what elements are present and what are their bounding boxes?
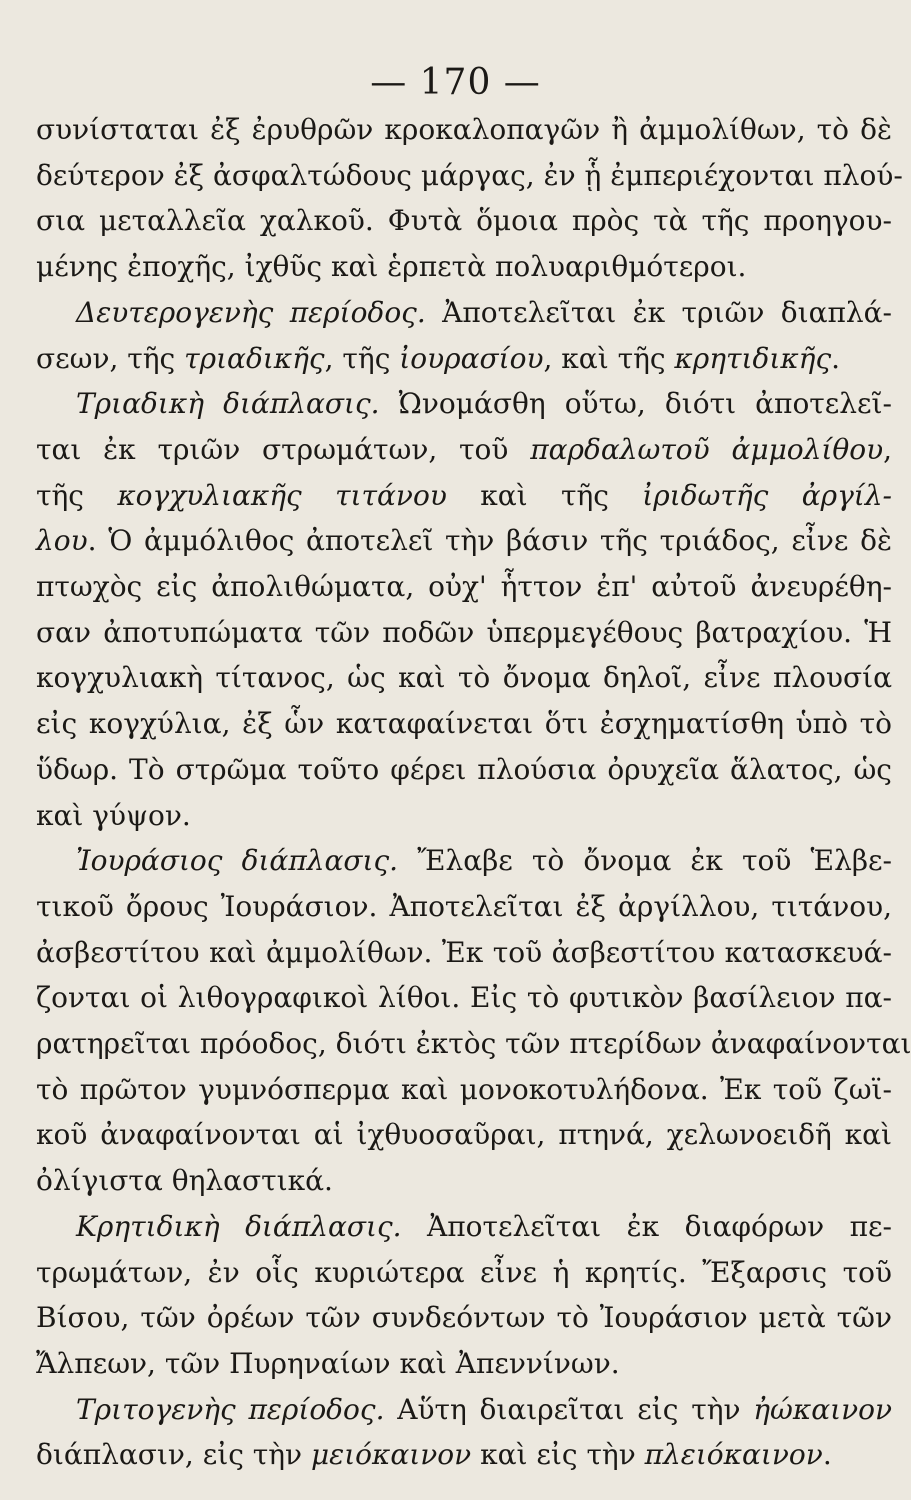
text-run: τικοῦ ὄρους Ἰουράσιον. Ἀποτελεῖται ἐξ ἀργίλλου, τιτάνου, <box>36 889 892 923</box>
text-line <box>36 108 892 152</box>
text-run: . <box>831 341 841 375</box>
text-line <box>36 565 892 609</box>
text-run: Ἀποτελεῖται ἐκ διαφόρων πε- <box>401 1209 892 1243</box>
text-line <box>36 1433 892 1477</box>
text-line <box>36 245 892 289</box>
text-run: , καὶ τῆς <box>543 341 675 375</box>
text-run: Βίσου, τῶν ὀρέων τῶν συνδεόντων τὸ Ἰουράσιον μετὰ τῶν <box>36 1301 892 1335</box>
text-run: καὶ εἰς τὴν <box>471 1438 645 1472</box>
text-run: διάπλασιν, εἰς τὴν <box>36 1438 311 1472</box>
italic-term: κρητιδικῆς <box>674 341 832 375</box>
text-line <box>36 1251 892 1295</box>
text-run: ται ἐκ τριῶν στρωμάτων, τοῦ <box>36 432 531 466</box>
text-line <box>36 1388 892 1432</box>
text-line <box>36 656 892 700</box>
text-line <box>36 1205 892 1249</box>
text-run: ὕδωρ. Τὸ στρῶμα τοῦτο φέρει πλούσια ὀρυχεῖα ἅλατος, ὡς <box>36 752 892 786</box>
text-run: μένης ἐποχῆς, ἰχθῦς καὶ ἑρπετὰ πολυαριθμότεροι. <box>36 250 747 284</box>
text-run: Ἔλαβε τὸ ὄνομα ἐκ τοῦ Ἑλβε- <box>398 844 892 878</box>
text-run: καὶ γύψον. <box>36 798 191 832</box>
text-line <box>36 1022 911 1066</box>
italic-term: Κρητιδικὴ διάπλασις. <box>76 1209 402 1243</box>
italic-term: Τριαδικὴ διάπλασις. <box>76 387 380 421</box>
text-run: τρωμάτων, ἐν οἷς κυριώτερα εἶνε ἡ κρητίς. Ἔξαρσις τοῦ <box>36 1255 892 1289</box>
text-line <box>36 748 892 792</box>
text-line <box>36 1342 892 1386</box>
text-line <box>36 702 892 746</box>
text-line <box>36 839 892 883</box>
text-run: πτωχὸς εἰς ἀπολιθώματα, οὐχ' ἧττον ἐπ' αὐτοῦ ἀνευρέθη- <box>36 570 892 603</box>
text-line <box>36 976 892 1020</box>
text-line <box>36 1113 892 1157</box>
text-run: εἰς κογχύλια, ἐξ ὧν καταφαίνεται ὅτι ἐσχηματίσθη ὑπὸ τὸ <box>36 707 892 741</box>
text-line <box>36 382 892 426</box>
text-run: σεων, τῆς <box>36 341 185 375</box>
text-line <box>36 428 892 472</box>
italic-term: πλειόκαινον <box>644 1438 823 1472</box>
text-run: ρατηρεῖται πρόοδος, διότι ἐκτὸς τῶν πτερίδων ἀναφαίνονται <box>36 1027 911 1060</box>
text-run: . <box>822 1438 832 1472</box>
text-line <box>36 1159 892 1203</box>
text-line <box>36 1068 892 1112</box>
text-line <box>36 337 892 381</box>
text-run: Ἄλπεων, τῶν Πυρηναίων καὶ Ἀπεννίνων. <box>36 1346 620 1380</box>
text-line <box>36 291 892 335</box>
text-line <box>36 794 892 838</box>
text-run: δεύτερον ἐξ ἀσφαλτώδους μάργας, ἐν ᾗ ἐμπεριέχονται πλού- <box>36 158 903 192</box>
text-line <box>36 474 892 518</box>
italic-term: ἰριδωτῆς ἀργίλ- <box>642 478 892 512</box>
text-line <box>36 519 892 563</box>
text-line <box>36 1296 892 1340</box>
italic-term: μειόκαινον <box>310 1438 472 1472</box>
text-run: σαν ἀποτυπώματα τῶν ποδῶν ὑπερμεγέθους βατραχίου. Ἡ <box>36 615 892 649</box>
text-run: σια μεταλλεῖα χαλκοῦ. Φυτὰ ὅμοια πρὸς τὰ τῆς προηγου- <box>36 204 892 238</box>
text-run: τῆς <box>36 478 118 512</box>
text-run: ἀσβεστίτου καὶ ἀμμολίθων. Ἐκ τοῦ ἀσβεστίτου κατασκευά- <box>36 935 892 969</box>
text-run: Ὠνομάσθη οὕτω, διότι ἀποτελεῖ- <box>379 387 892 421</box>
text-run: κογχυλιακὴ τίτανος, ὡς καὶ τὸ ὄνομα δηλοῖ, εἶνε πλουσία <box>36 661 892 695</box>
italic-term: ἠώκαινον <box>753 1392 893 1426</box>
text-line <box>36 931 892 975</box>
text-run: κοῦ ἀναφαίνονται αἱ ἰχθυοσαῦραι, πτηνά, χελωνοειδῆ καὶ <box>36 1118 892 1152</box>
italic-term: λου <box>36 524 88 558</box>
italic-term: παρδαλωτοῦ ἀμμολίθου <box>530 432 884 466</box>
text-line <box>36 199 892 243</box>
text-run: , <box>883 432 892 466</box>
text-run: τὸ πρῶτον γυμνόσπερμα καὶ μονοκοτυλήδονα. Ἐκ τοῦ ζωϊ- <box>36 1072 892 1106</box>
text-run: καὶ τῆς <box>446 478 643 512</box>
text-run: συνίσταται ἐξ ἐρυθρῶν κροκαλοπαγῶν ἢ ἀμμολίθων, τὸ δὲ <box>36 113 892 146</box>
text-run: . Ὁ ἀμμόλιθος ἀποτελεῖ τὴν βάσιν τῆς τριάδος, εἶνε δὲ <box>87 524 892 558</box>
italic-term: Ἰουράσιος διάπλασις. <box>76 844 399 878</box>
text-run: ὀλίγιστα θηλαστικά. <box>36 1164 333 1198</box>
italic-term: τριαδικῆς <box>184 341 325 375</box>
page-number: — 170 — <box>370 62 541 103</box>
text-line <box>36 154 903 198</box>
text-run: , τῆς <box>324 341 400 375</box>
text-run: ζονται οἱ λιθογραφικοὶ λίθοι. Εἰς τὸ φυτικὸν βασίλειον πα- <box>36 981 892 1015</box>
text-run: Αὕτη διαιρεῖται εἰς τὴν <box>384 1392 754 1426</box>
italic-term: ἰουρασίου <box>399 341 544 375</box>
italic-term: Τριτογενὴς περίοδος. <box>76 1392 385 1426</box>
italic-term: Δευτερογενὴς περίοδος. <box>76 295 426 329</box>
text-run: Ἀποτελεῖται ἐκ τριῶν διαπλά- <box>425 295 892 329</box>
text-line <box>36 611 892 655</box>
text-line <box>36 885 892 929</box>
italic-term: κογχυλιακῆς τιτάνου <box>117 478 447 512</box>
